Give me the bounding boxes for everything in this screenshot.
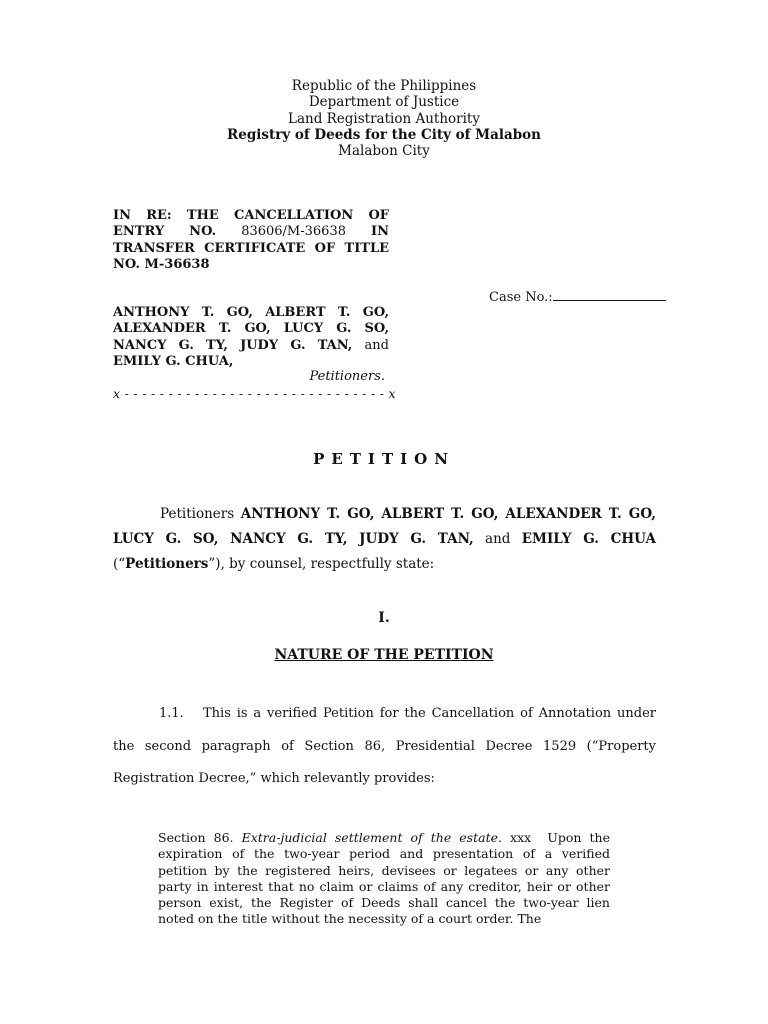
paragraph-1-1-label: 1.1. bbox=[159, 706, 184, 721]
header-authority: Land Registration Authority bbox=[288, 110, 480, 127]
section-number: I. bbox=[378, 610, 390, 626]
header-registry: Registry of Deeds for the City of Malabon bbox=[227, 126, 541, 143]
case-number-label: Case No.: bbox=[489, 290, 553, 305]
paragraph-1-1-text: This is a verified Petition for the Cancellation of Annotation under the second paragraph of Section 86, Presidential Decree 1529 (“Property Registration Decree,” which relevantly provides: bbox=[113, 706, 656, 786]
quote-lead: Section 86. bbox=[158, 830, 234, 845]
caption-parties bbox=[113, 305, 389, 370]
parties-line2: ALEXANDER T. GO, LUCY G. SO, bbox=[113, 321, 389, 337]
quote-xxx: xxx bbox=[510, 830, 532, 845]
section-title: NATURE OF THE PETITION bbox=[274, 647, 494, 663]
parties-line1: ANTHONY T. GO, ALBERT T. GO, bbox=[113, 305, 389, 320]
caption-entry-label: ENTRY NO. bbox=[113, 224, 217, 240]
intro-pre: Petitioners bbox=[160, 506, 235, 522]
header-republic: Republic of the Philippines bbox=[291, 78, 477, 94]
case-number bbox=[489, 288, 666, 305]
caption-separator: x - - - - - - - - - - - - - - - - - - - - - - - - - - - - - - x bbox=[113, 386, 396, 401]
caption-in-word: IN bbox=[371, 224, 389, 240]
intro-rest: ”), by counsel, respectfully state: bbox=[208, 556, 435, 572]
parties-and: and bbox=[364, 337, 389, 353]
quote-text: Upon the expiration of the two-year period and presentation of a verified petition by the registered heirs, devisees or legatees or any other party in interest that no claim or claims of any creditor, heir or other person exist, the Register of Deeds shall cancel the two-year lien noted on the title without the necessity of a court order. The bbox=[158, 830, 610, 927]
document-header bbox=[0, 78, 768, 159]
intro-names: ANTHONY T. GO, ALBERT T. GO, ALEXANDER T. GO, LUCY G. SO, NANCY G. TY, JUDY G. TAN, bbox=[113, 506, 656, 547]
intro-defined-term: Petitioners bbox=[125, 556, 209, 572]
quoted-provision bbox=[158, 830, 610, 928]
intro-and: and bbox=[485, 531, 511, 547]
paragraph-1-1 bbox=[113, 698, 656, 796]
petitioners-label: Petitioners. bbox=[309, 369, 385, 384]
header-city: Malabon City bbox=[338, 143, 430, 160]
parties-line3 bbox=[113, 338, 389, 354]
intro-paragraph bbox=[113, 502, 656, 577]
caption-entry-number: 83606/M-36638 bbox=[241, 224, 346, 240]
parties-line3-names: NANCY G. TY, JUDY G. TAN, bbox=[113, 337, 353, 353]
case-number-blank bbox=[553, 288, 666, 301]
caption-re-line4: NO. M-36638 bbox=[113, 256, 210, 272]
document-title: PETITION bbox=[313, 450, 455, 468]
caption-re-line3: TRANSFER CERTIFICATE OF TITLE bbox=[113, 240, 389, 256]
caption-re-line1: IN RE: THE CANCELLATION OF bbox=[113, 208, 389, 223]
caption-in-re bbox=[113, 208, 389, 273]
intro-last-name: EMILY G. CHUA bbox=[521, 531, 657, 547]
header-department: Department of Justice bbox=[308, 94, 460, 111]
parties-line4: EMILY G. CHUA, bbox=[113, 353, 234, 369]
intro-open-paren: (“ bbox=[113, 556, 126, 572]
caption-re-line2 bbox=[113, 224, 389, 240]
quote-heading: Extra-judicial settlement of the estate. bbox=[241, 830, 502, 845]
